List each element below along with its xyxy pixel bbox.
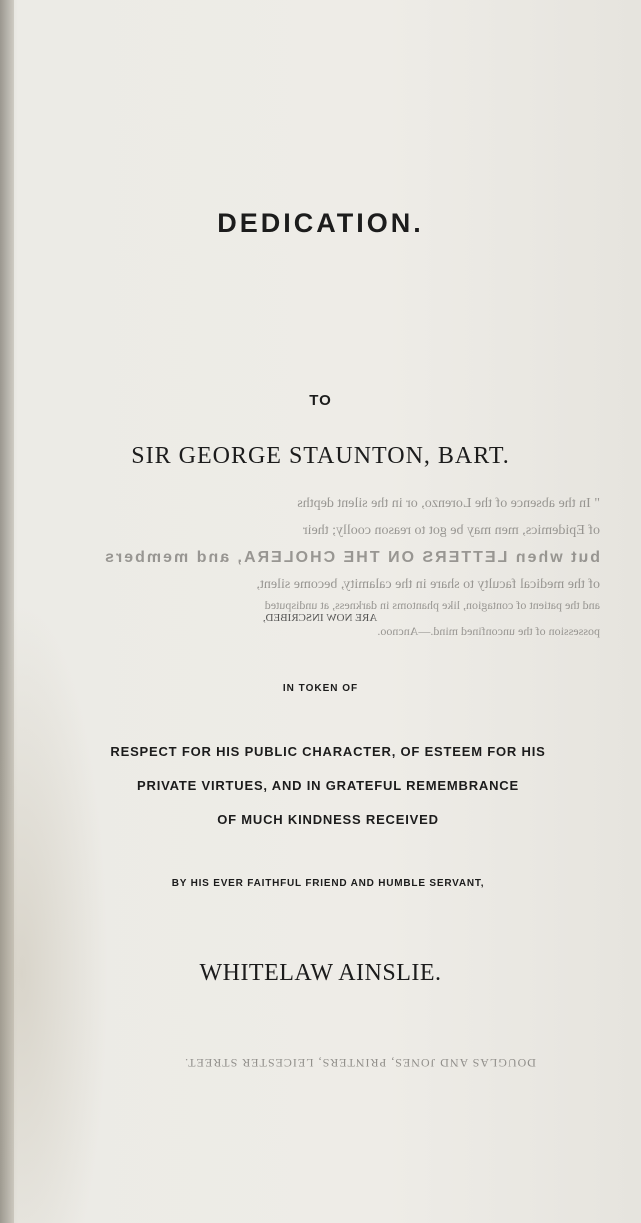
dedication-body [28,735,628,837]
bleed-line: of Epidemics, men may be got to reason coolly; their [302,523,600,538]
dedication-line: RESPECT FOR HIS PUBLIC CHARACTER, OF ESTEEM FOR HIS [110,744,546,759]
printer-bleed-through: DOUGLAS AND JONES, PRINTERS, LEICESTER STREET. [184,1056,536,1070]
page-title: DEDICATION. [217,208,424,238]
bleed-line: ARE NOW INSCRIBED, [262,612,378,624]
dedication-line: OF MUCH KINDNESS RECEIVED [217,812,439,827]
bleed-through-text [40,490,600,638]
bleed-line: but when LETTERS ON THE CHOLERA, and members [103,549,600,566]
dedication-line: PRIVATE VIRTUES, AND IN GRATEFUL REMEMBRANCE [137,778,519,793]
recipient-name: SIR GEORGE STAUNTON, BART. [131,443,510,469]
in-token-of: IN TOKEN OF [282,683,359,694]
bleed-line: possession of the unconfined mind.—Ancnoo. [377,624,600,638]
bleed-line: and the patient of contagion, like phantoms in darkness, at undisputed [264,598,600,612]
bleed-line: of the medical faculty to share in the calamity, become silent, [256,577,600,592]
byline: BY HIS EVER FAITHFUL FRIEND AND HUMBLE SERVANT, [171,878,485,889]
author-name: WHITELAW AINSLIE. [199,960,442,986]
to-line: TO [309,392,332,409]
bleed-line: " In the absence of the Lorenzo, or in the silent depths [297,496,600,511]
